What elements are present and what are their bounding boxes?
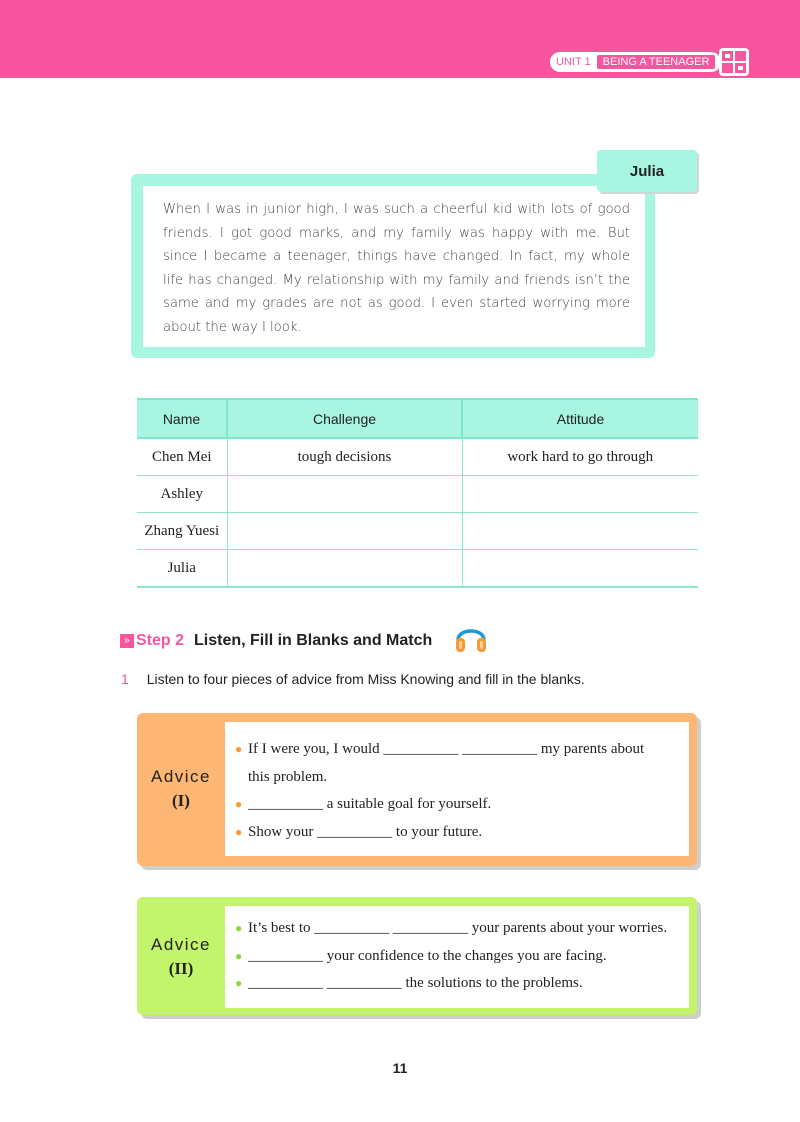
bullet-dot-icon: ● (235, 742, 243, 756)
header-name: Name (137, 399, 227, 438)
unit-number: UNIT 1 (556, 56, 591, 68)
cell-name: Ashley (137, 476, 227, 513)
cell-name: Chen Mei (137, 438, 227, 476)
instruction-text: Listen to four pieces of advice from Miss Knowing and fill in the blanks. (146, 671, 585, 687)
unit-title: BEING A TEENAGER (597, 55, 716, 69)
table-row (137, 438, 698, 476)
headphones-icon (453, 620, 489, 656)
cell-attitude[interactable] (462, 513, 698, 550)
advice-item[interactable]: ● Show your __________ to your future. (235, 819, 644, 847)
bullet-dot-icon: ● (235, 948, 243, 963)
unit-label (550, 52, 721, 72)
advice-item[interactable]: ● __________ a suitable goal for yourself. (235, 791, 644, 819)
advice-1-label (137, 765, 225, 813)
instruction-line (121, 671, 585, 687)
unit-emblem-icon (718, 47, 750, 77)
table-row (137, 513, 698, 550)
table-row (137, 550, 698, 588)
advice-item[interactable]: ● If I were you, I would __________ __________ my parents about (235, 736, 644, 764)
advice-item-continuation: this problem. (248, 768, 328, 785)
advice-2-title: Advice (150, 935, 212, 954)
table-row (137, 476, 698, 513)
challenge-table (137, 398, 698, 588)
julia-story-text: When I was in junior high, I was such a cheerful kid with lots of good friends. I got good marks, and my family was happy with me. But since I became a teenager, things have changed. In fact, my whole life has changed. My relationship with my family and friends isn’t the same and my grades are not as good. I even started worrying more about the way I look. (163, 202, 630, 335)
bullet-dot-icon: ● (235, 824, 243, 839)
advice-1-title: Advice (150, 767, 212, 786)
bullet-dot-icon: ● (235, 976, 243, 990)
cell-challenge[interactable] (227, 513, 462, 550)
table-header-row (137, 399, 698, 438)
advice-1-number: (I) (172, 791, 190, 810)
advice-item[interactable]: ● It’s best to __________ __________ your parents about your worries. (235, 915, 667, 943)
cell-challenge: tough decisions (227, 438, 462, 476)
julia-name-tab: Julia (597, 150, 697, 192)
advice-1-content (225, 722, 689, 856)
cell-challenge[interactable] (227, 550, 462, 588)
cell-name: Julia (137, 550, 227, 588)
cell-attitude[interactable] (462, 550, 698, 588)
cell-name: Zhang Yuesi (137, 513, 227, 550)
step-title: Listen, Fill in Blanks and Match (194, 632, 433, 649)
step-label: Step 2 (136, 632, 185, 649)
step2-heading (120, 628, 432, 654)
advice-2-content (225, 906, 689, 1008)
instruction-number: 1 (121, 671, 129, 687)
advice-2-number: (II) (168, 959, 194, 978)
double-chevron-icon: » (120, 634, 134, 648)
advice-1-box (137, 713, 697, 866)
advice-2-box (137, 897, 697, 1015)
cell-attitude[interactable] (462, 476, 698, 513)
header-challenge: Challenge (227, 399, 462, 438)
bullet-dot-icon: ● (235, 921, 243, 935)
advice-item[interactable]: ● __________ your confidence to the changes you are facing. (235, 943, 667, 971)
page-number: 11 (392, 1060, 408, 1076)
cell-attitude: work hard to go through (462, 438, 698, 476)
header-attitude: Attitude (462, 399, 698, 438)
advice-2-label (137, 933, 225, 981)
advice-item[interactable]: ● __________ __________ the solutions to the problems. (235, 970, 667, 998)
bullet-dot-icon: ● (235, 797, 243, 811)
cell-challenge[interactable] (227, 476, 462, 513)
